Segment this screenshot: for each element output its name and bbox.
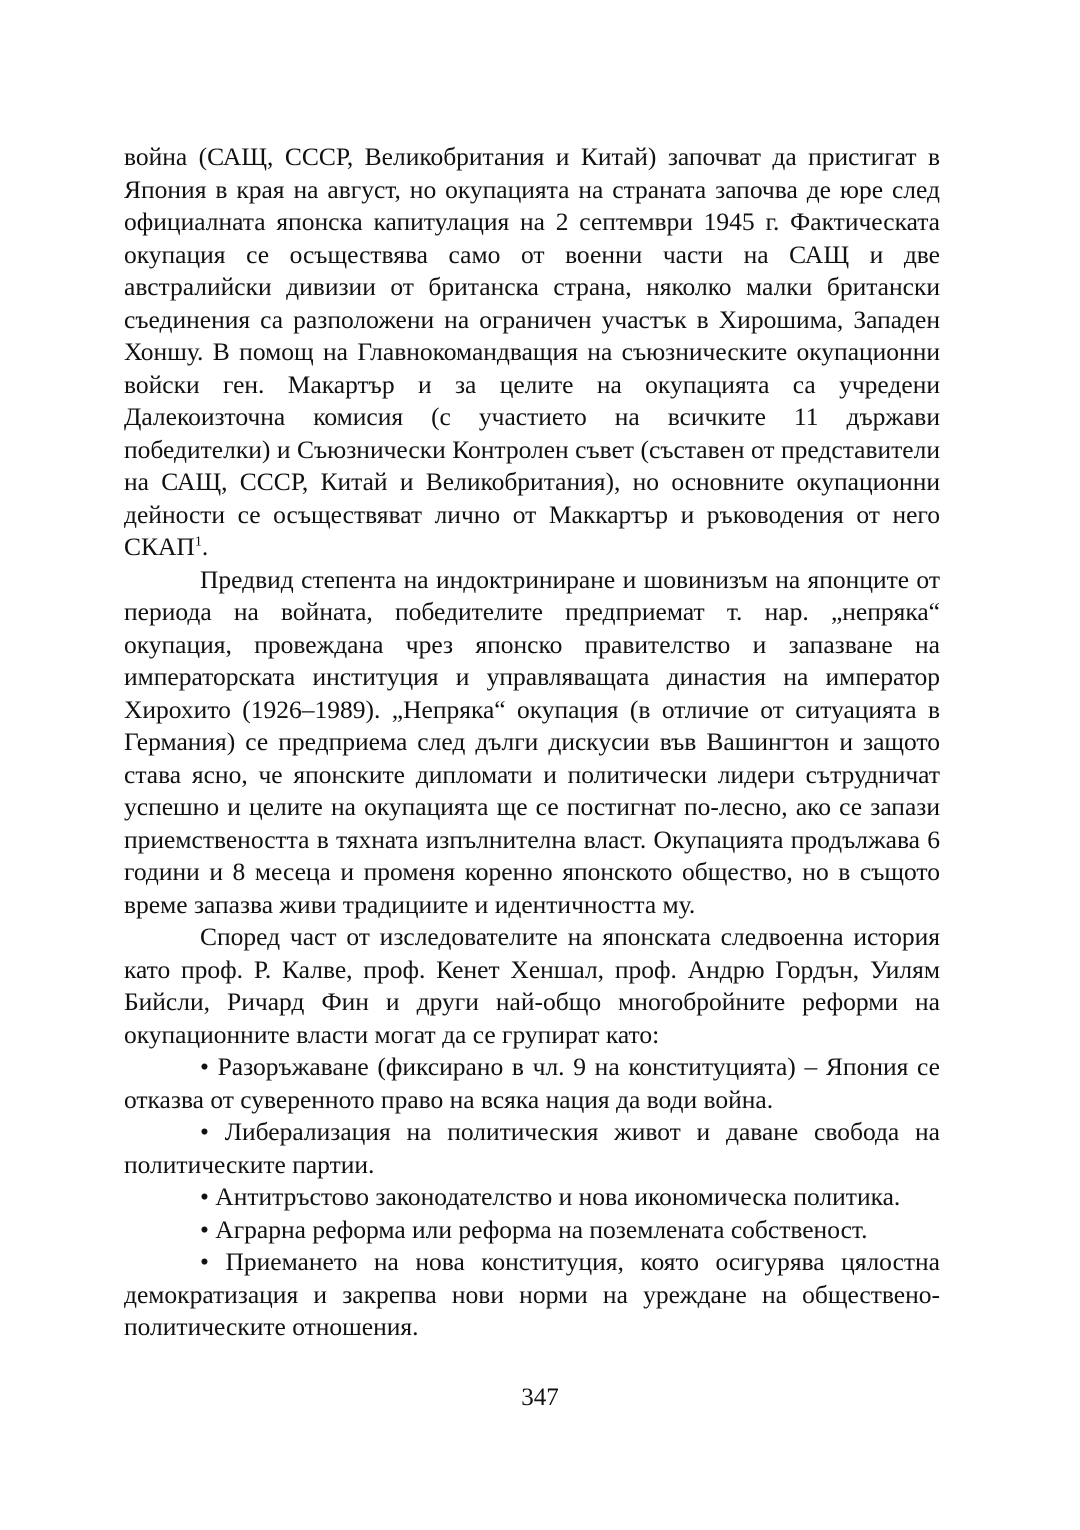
paragraph-indirect-occupation: Предвид степента на индоктриниране и шовинизъм на японците от периода на войната, победителите предприемат т. нар. „непряка“ окупация, провеждана чрез японско правителство и запазване на императорската институция и управляващата династия на император Хирохито (1926–1989). „Непряка“ окупация (в отличие от ситуацията в Германия) се предприема след дълги дискусии във Вашингтон и защото става ясно, че японските дипломати и политически лидери сътрудничат успешно и целите на окупацията ще се постигнат по-лесно, ако се запази приемствеността в тяхната изпълнителна власт. Окупацията продължава 6 години и 8 месеца и променя коренно японското общество, но в същото време запазва живи традициите и идентичността му. (124, 564, 940, 919)
paragraph-tail: . (201, 532, 209, 561)
bullet-liberalization: • Либерализация на политическия живот и даване свобода на политическите партии. (124, 1117, 940, 1179)
bullet-disarmament: • Разоръжаване (фиксирано в чл. 9 на конституцията) – Япония се отказва от суверенното право на всяка нация да води война. (124, 1052, 940, 1114)
footnote-marker: 1 (194, 534, 202, 550)
bullet-antitrust: • Антитръстово законодателство и нова икономическа политика. (200, 1182, 901, 1211)
paragraph-text: война (САЩ, СССР, Великобритания и Китай) започват да пристигат в Япония в края на август, но окупацията на страната започва де юре след официалната японска капитулация на 2 септември 1945 г. Фактическата окупация се осъществява само от военни части на САЩ и две австралийски дивизии от британска страна, няколко малки британски съединения са разположени на ограничен участък в Хирошима, Западен Хоншу. В помощ на Главнокомандващия на съюзническите окупационни войски ген. Макартър и за целите на окупацията са учредени Далекоизточна комисия (с участието на всичките 11 държави победителки) и Съюзнически Контролен съвет (съставен от представители на САЩ, СССР, Китай и Великобритания), но основните окупационни дейности се осъществяват лично от Маккартър и ръководения от него СКАП (124, 142, 940, 561)
bullet-land-reform: • Аграрна реформа или реформа на поземлената собственост. (200, 1214, 868, 1244)
paragraph-researchers: Според част от изследователите на японската следвоенна история като проф. Р. Калве, проф. Кенет Хеншал, проф. Андрю Гордън, Уилям Бийсли, Ричард Фин и други най-общо многобройните реформи на окупационните власти могат да се групират като: (124, 922, 940, 1049)
page-body (124, 141, 940, 1344)
page-number: 347 (521, 1384, 559, 1411)
bullet-constitution: • Приемането на нова конституция, която осигурява цялостна демократизация и закрепва нови норми на уреждане на общественополитическите отношения. (124, 1247, 940, 1341)
paragraph-occupation-forces (124, 141, 940, 564)
